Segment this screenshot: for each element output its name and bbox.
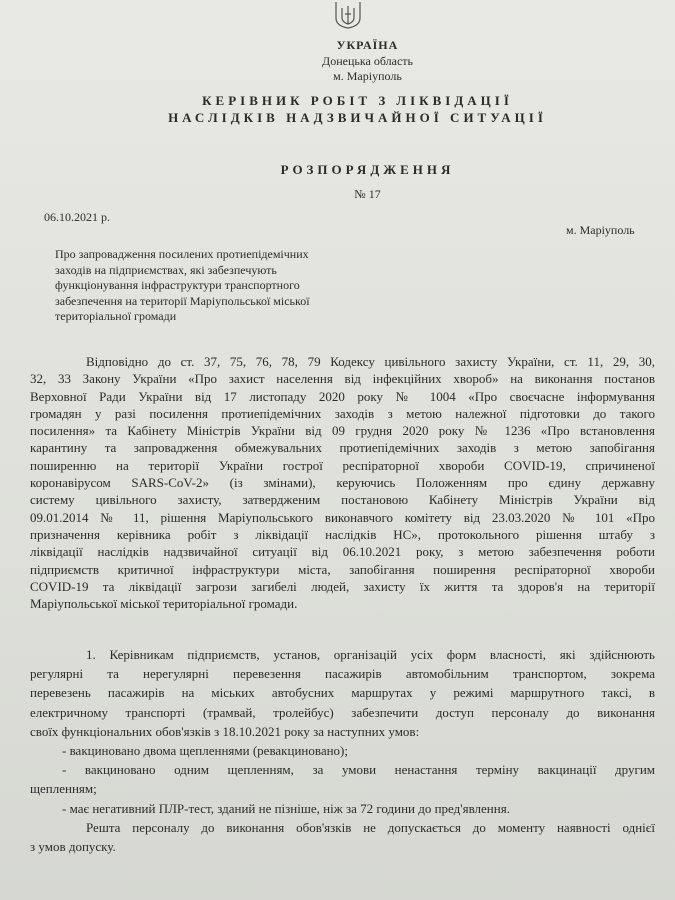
preamble-line: Маріупольської міської територіальної громади.	[30, 596, 298, 612]
clause-line: 1. Керівникам підприємств, установ, організацій усіх форм власності, які здійснюють	[86, 647, 655, 662]
preamble-line: 09.01.2014 № 11, рішення Маріупольського виконавчого комітету від 23.03.2020 № 101 «Про	[30, 509, 655, 525]
condition-line: - вакциновано двома щепленнями (ревакциновано);	[62, 743, 348, 759]
subject-line: Про запровадження посилених протиепідемічних	[55, 247, 309, 261]
oblast-name: Донецька область	[322, 54, 413, 68]
subject-line: функціонування інфраструктури транспортного	[55, 278, 300, 292]
subject-line: забезпечення на території Маріупольської міської	[55, 293, 310, 308]
preamble-line: громадян у разі посилення протиепідемічних заходів з метою належної підготовки до такого	[30, 405, 655, 421]
remainder-line: Решта персоналу до виконання обов'язків не допускається до моменту наявності однієї	[86, 819, 655, 835]
preamble-line: систему цивільного захисту, затвердженим постановою Кабінету Міністрів України від	[30, 492, 655, 508]
clause-line: перевезень пасажирів на міських автобусних маршрутах у режимі маршрутного таксі, в	[30, 685, 655, 701]
preamble-line: Верховної Ради України від 17 листопаду 2020 року № 1004 «Про своєчасне інформування	[30, 388, 655, 404]
document-type: РОЗПОРЯДЖЕННЯ	[280, 162, 455, 177]
remainder-line: з умов допуску.	[30, 839, 116, 855]
subject-line: заходів на підприємствах, які забезпечують	[55, 262, 277, 277]
preamble-line: поширенню на території України гострої респіраторної хвороби COVID-19, спричиненої	[30, 457, 655, 473]
preamble-line: посилення» та Кабінету Міністрів України від 09 грудня 2020 року № 1236 «Про встановлення	[30, 423, 655, 439]
preamble-line: підприємств критичної інфраструктури міста, запобігання поширення респіраторної хвороби	[30, 561, 655, 577]
condition-line: - має негативний ПЛР-тест, зданий не пізніше, ніж за 72 години до пред'явлення.	[62, 800, 510, 816]
document-subject	[55, 247, 365, 325]
condition-line: - вакциновано одним щепленням, за умови ненастання терміну вакцинації другим	[62, 762, 655, 778]
document-date: 06.10.2021 р.	[44, 210, 110, 224]
preamble-line: призначення керівника робіт з ліквідації наслідків НС», протокольного рішення штабу з	[30, 526, 655, 542]
city-name: м. Маріуполь	[333, 69, 402, 83]
document-place: м. Маріуполь	[566, 223, 635, 237]
clause-line: регулярні та нерегулярні перевезення пасажирів автомобільним транспортом, зокрема	[30, 666, 655, 682]
preamble-line: ліквідації наслідків надзвичайної ситуації від 06.10.2021 року, з метою забезпечення роботи	[30, 544, 655, 560]
authority-line-2: НАСЛІДКІВ НАДЗВИЧАЙНОЇ СИТУАЦІЇ	[168, 110, 547, 125]
preamble-line: карантину та запровадження обмежувальних протиепідемічних заходів з метою запобігання	[30, 440, 655, 456]
clause-1	[30, 645, 655, 856]
subject-line: територіальної громади	[55, 309, 177, 323]
clause-line: електричному транспорті (трамвай, тролейбус) забезпечити доступ персоналу до виконання	[30, 704, 655, 720]
condition-line: щепленням;	[30, 781, 97, 797]
authority-line-1: КЕРІВНИК РОБІТ З ЛІКВІДАЦІЇ	[202, 93, 513, 108]
preamble-line: коронавірусом SARS-CoV-2» (із змінами), керуючись Положенням про єдину державну	[30, 475, 655, 491]
clause-line: своїх функціональних обов'язків з 18.10.2021 року за наступних умов:	[30, 723, 420, 739]
preamble-line: Відповідно до ст. 37, 75, 76, 78, 79 Кодексу цивільного захисту України, ст. 11, 29, 30,	[86, 354, 655, 369]
trident-emblem-icon	[328, 0, 368, 30]
document-number: № 17	[354, 187, 381, 201]
country-name: УКРАЇНА	[336, 38, 399, 52]
preamble-line: 32, 33 Закону України «Про захист населення від інфекційних хвороб» на виконання постанов	[30, 371, 655, 387]
preamble-paragraph	[30, 353, 655, 612]
preamble-line: COVID-19 та ліквідації загрози загибелі людей, захисту їх життя та здоров'я на території	[30, 578, 655, 594]
